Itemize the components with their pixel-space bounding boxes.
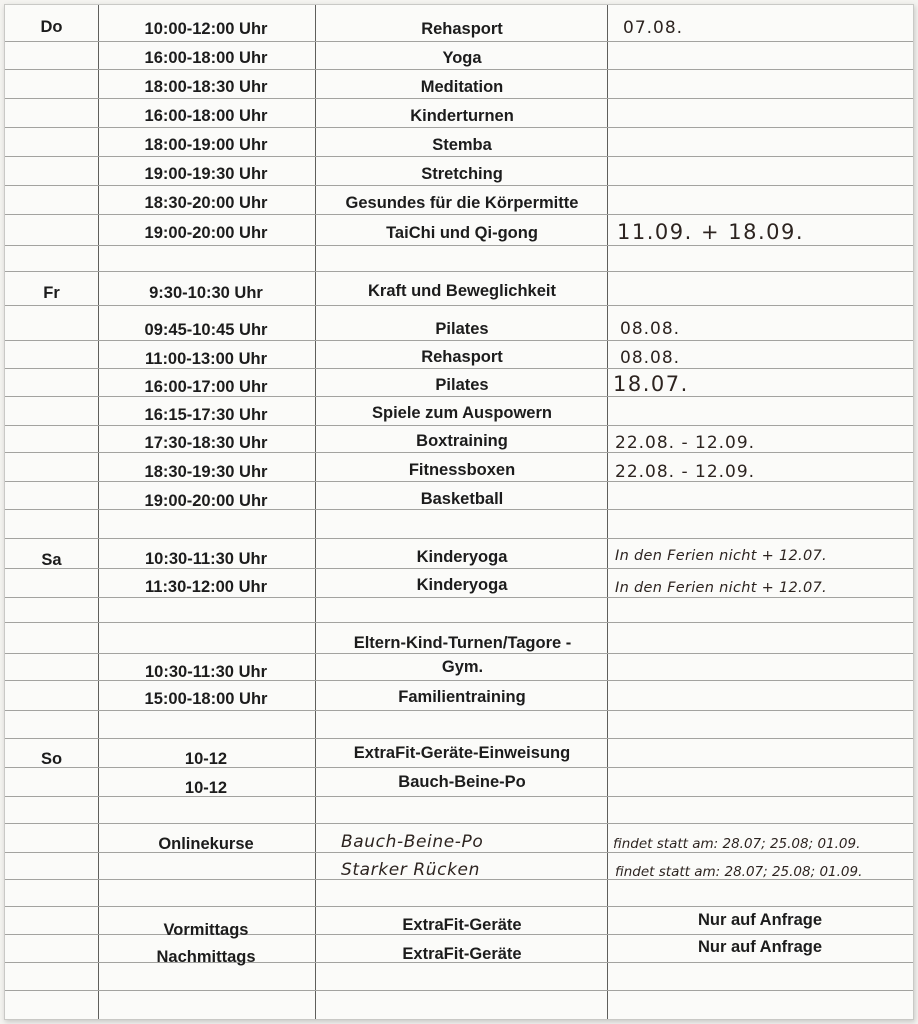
row-line [5, 622, 913, 623]
row-line [5, 185, 913, 186]
course-cell: Meditation [420, 78, 504, 96]
note-cell: In den Ferien nicht + 12.07. [615, 580, 827, 596]
course-cell: Basketball [420, 490, 504, 508]
course-cell: Stretching [421, 165, 503, 183]
row-line [5, 340, 913, 341]
time-cell: 09:45-10:45 Uhr [144, 321, 268, 339]
time-cell: 16:00-18:00 Uhr [144, 49, 268, 67]
course-cell: Eltern-Kind-Turnen/Tagore - Gym. [353, 634, 572, 676]
course-cell: Spiele zum Auspowern [371, 404, 552, 422]
course-cell: Kinderyoga [416, 576, 508, 594]
day-label-so: So [40, 750, 63, 768]
course-cell: ExtraFit-Geräte-Einweisung [353, 744, 571, 762]
course-cell: Rehasport [421, 20, 503, 38]
time-cell: Vormittags [163, 921, 249, 939]
day-label-do: Do [40, 18, 63, 36]
note-cell: 22.08. - 12.09. [615, 462, 756, 482]
time-cell: 9:30-10:30 Uhr [149, 284, 263, 302]
row-line [5, 156, 913, 157]
time-cell: 11:00-13:00 Uhr [145, 350, 267, 368]
course-cell: Fitnessboxen [408, 461, 516, 479]
course-cell: Pilates [435, 376, 489, 394]
time-cell: 15:00-18:00 Uhr [144, 690, 268, 708]
column-divider [315, 5, 316, 1019]
course-cell: Familientraining [398, 688, 526, 706]
time-cell: 19:00-20:00 Uhr [144, 492, 268, 510]
course-cell: Yoga [442, 49, 482, 67]
note-cell: In den Ferien nicht + 12.07. [615, 548, 827, 564]
note-cell: findet statt am: 28.07; 25.08; 01.09. [613, 836, 861, 852]
row-line [5, 127, 913, 128]
note-cell: 22.08. - 12.09. [615, 433, 756, 453]
column-divider [607, 5, 608, 1019]
time-cell: 16:15-17:30 Uhr [144, 406, 268, 424]
note-cell: Nur auf Anfrage [697, 938, 823, 956]
note-cell: Starker Rücken [341, 860, 480, 880]
time-cell: 17:30-18:30 Uhr [144, 434, 268, 452]
course-cell: Boxtraining [416, 432, 508, 450]
day-label-sa: Sa [41, 551, 62, 569]
course-cell: Pilates [435, 320, 489, 338]
time-cell: 19:00-20:00 Uhr [144, 224, 268, 242]
time-cell: 10:00-12:00 Uhr [144, 20, 268, 38]
time-cell: 16:00-18:00 Uhr [144, 107, 268, 125]
course-cell: Kraft und Beweglichkeit [368, 282, 556, 300]
course-cell: Kinderturnen [410, 107, 514, 125]
note-cell: Nur auf Anfrage [697, 911, 823, 929]
time-cell: 18:30-19:30 Uhr [144, 463, 268, 481]
time-cell: Nachmittags [156, 948, 256, 966]
course-cell: Bauch-Beine-Po [398, 773, 526, 791]
course-cell: Stemba [432, 136, 492, 154]
course-cell: TaiChi und Qi-gong [386, 224, 538, 242]
time-cell: 10-12 [184, 750, 228, 768]
course-cell: ExtraFit-Geräte [402, 945, 522, 963]
time-cell: 10:30-11:30 Uhr [145, 550, 267, 568]
course-cell: Rehasport [421, 348, 503, 366]
time-cell: 18:00-18:30 Uhr [144, 78, 268, 96]
online-label: Onlinekurse [158, 835, 254, 853]
day-label-fr: Fr [43, 284, 60, 302]
row-line [5, 823, 913, 824]
time-cell: 10-12 [184, 779, 228, 797]
row-line [5, 906, 913, 907]
time-cell: 16:00-17:00 Uhr [144, 378, 268, 396]
row-line [5, 214, 913, 215]
row-line [5, 98, 913, 99]
note-cell: Bauch-Beine-Po [341, 832, 484, 852]
row-line [5, 425, 913, 426]
time-cell: 19:00-19:30 Uhr [144, 165, 268, 183]
row-line [5, 738, 913, 739]
course-cell: ExtraFit-Geräte [402, 916, 522, 934]
row-line [5, 538, 913, 539]
row-line [5, 271, 913, 272]
note-cell: 07.08. [623, 18, 684, 38]
note-cell: 08.08. [620, 348, 681, 368]
row-line [5, 710, 913, 711]
row-line [5, 305, 913, 306]
time-cell: 10:30-11:30 Uhr [145, 663, 267, 681]
note-cell: 18.07. [613, 372, 689, 396]
row-line [5, 245, 913, 246]
note-cell: findet statt am: 28.07; 25.08; 01.09. [615, 864, 863, 880]
column-divider [98, 5, 99, 1019]
row-line [5, 41, 913, 42]
course-cell: Gesundes für die Körpermitte [345, 194, 579, 212]
time-cell: 18:00-19:00 Uhr [144, 136, 268, 154]
time-cell: 11:30-12:00 Uhr [145, 578, 267, 596]
row-line [5, 69, 913, 70]
course-cell: Kinderyoga [416, 548, 508, 566]
note-cell: 08.08. [620, 319, 681, 339]
time-cell: 18:30-20:00 Uhr [144, 194, 268, 212]
note-cell: 11.09. + 18.09. [617, 220, 805, 244]
schedule-sheet [4, 4, 914, 1020]
row-line [5, 990, 913, 991]
